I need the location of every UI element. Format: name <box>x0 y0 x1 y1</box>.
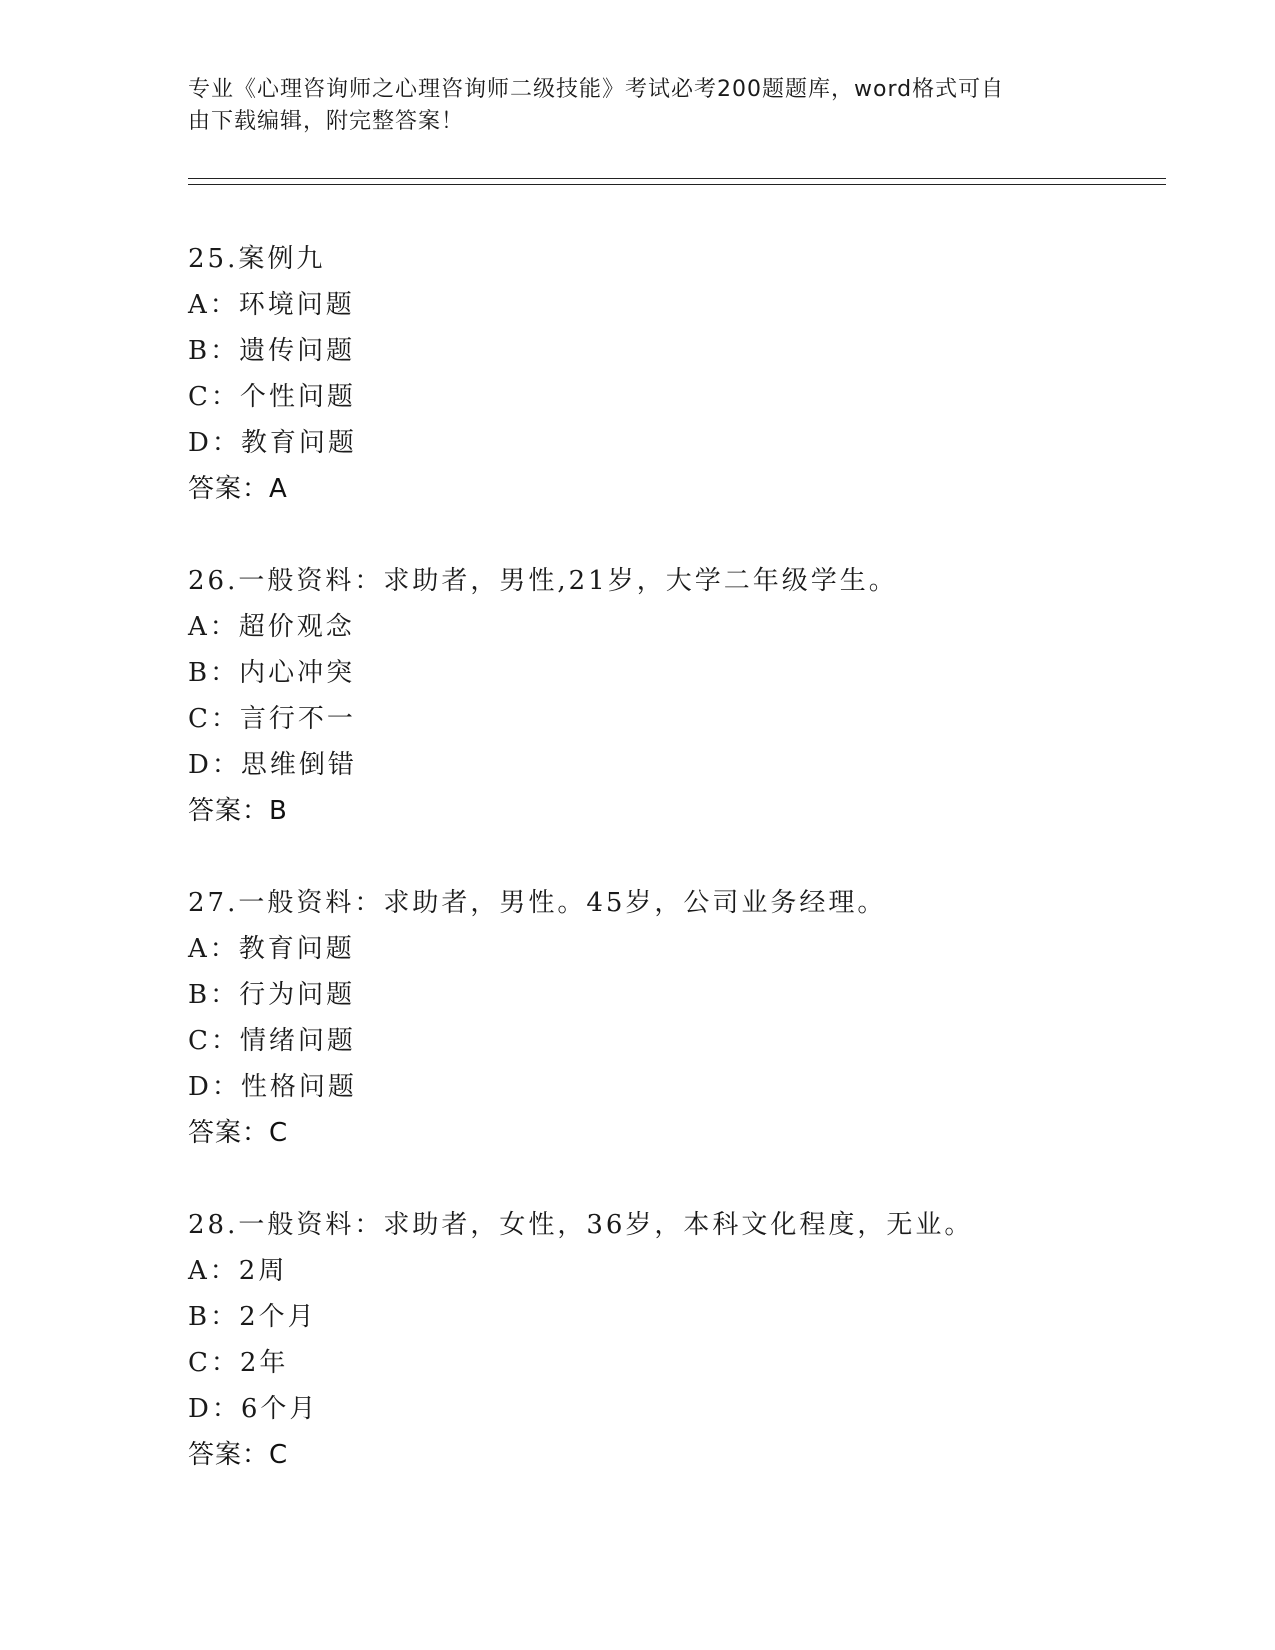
document-header <box>188 74 1088 138</box>
option-c: C：言行不一 <box>188 704 356 734</box>
option-b: B：2个月 <box>188 1302 317 1332</box>
option-d: D：教育问题 <box>188 428 357 458</box>
option-a: A：超价观念 <box>188 612 355 642</box>
question-stem: 27.一般资料：求助者，男性。45岁，公司业务经理。 <box>188 888 887 918</box>
header-line-1: 专业《心理咨询师之心理咨询师二级技能》考试必考200题题库，word格式可自 <box>188 77 1005 102</box>
header-divider-top <box>188 178 1166 179</box>
header-line-2: 由下载编辑，附完整答案！ <box>188 109 465 134</box>
question-26 <box>188 558 1168 834</box>
option-d: D：思维倒错 <box>188 750 357 780</box>
answer-label: 答案：A <box>188 474 288 504</box>
option-d: D：性格问题 <box>188 1072 357 1102</box>
option-c: C：个性问题 <box>188 382 356 412</box>
option-c: C：情绪问题 <box>188 1026 356 1056</box>
option-a: A：教育问题 <box>188 934 355 964</box>
question-25 <box>188 236 1168 512</box>
answer-label: 答案：C <box>188 1118 289 1148</box>
question-stem: 26.一般资料：求助者，男性,21岁，大学二年级学生。 <box>188 566 898 596</box>
option-b: B：行为问题 <box>188 980 356 1010</box>
answer-label: 答案：B <box>188 796 288 826</box>
option-a: A：环境问题 <box>188 290 355 320</box>
question-stem: 25.案例九 <box>188 244 326 274</box>
header-divider-bottom <box>188 184 1166 185</box>
option-a: A：2周 <box>188 1256 288 1286</box>
question-stem: 28.一般资料：求助者，女性，36岁，本科文化程度，无业。 <box>188 1210 974 1240</box>
question-28 <box>188 1202 1168 1478</box>
option-c: C：2年 <box>188 1348 289 1378</box>
question-27 <box>188 880 1168 1156</box>
option-b: B：内心冲突 <box>188 658 356 688</box>
answer-label: 答案：C <box>188 1440 289 1470</box>
option-b: B：遗传问题 <box>188 336 356 366</box>
option-d: D：6个月 <box>188 1394 319 1424</box>
